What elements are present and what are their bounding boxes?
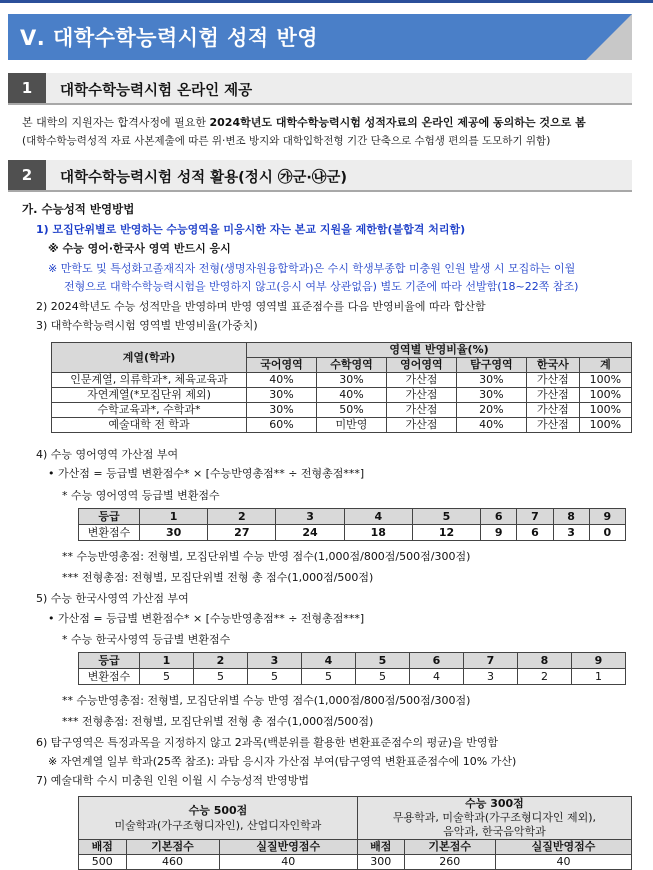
item-4-formula: • 가산점 = 등급별 변환점수* × [수능반영총점** ÷ 전형총점***] <box>48 467 365 480</box>
history-score-header: 변환점수 <box>79 669 140 685</box>
table-cell: 460 <box>126 855 219 870</box>
item-5-note-1: ** 수능반영총점: 전형별, 모집단위별 수능 반영 점수(1,000점/800점/500점/300점) <box>62 694 471 707</box>
item-2: 2) 2024학년도 수능 성적만을 반영하며 반영 영역별 표준점수를 다음 반영비율에 따라 합산함 <box>36 300 486 313</box>
table-cell: 2 <box>194 653 248 669</box>
table-cell: 6 <box>410 653 464 669</box>
table-cell: 5 <box>302 669 356 685</box>
ratio-col-history: 한국사 <box>526 358 579 373</box>
table-cell: 가산점 <box>526 388 579 403</box>
item-1-note-2a: ※ 만학도 및 특성화고졸재직자 전형(생명자원융합학과)은 수시 학생부종합 미충원 인원 발생 시 모집하는 이월 <box>48 262 576 275</box>
section-2-header <box>8 160 632 192</box>
section-2-number: 2 <box>8 160 46 190</box>
table-cell: 260 <box>404 855 495 870</box>
table-cell: 자연계열(*모집단위 제외) <box>52 388 247 403</box>
item-6: 6) 탐구영역은 특정과목을 지정하지 않고 2과목(백분위를 활용한 변환표준점수의 평균)을 반영함 <box>36 736 499 749</box>
item-5-table-title: * 수능 한국사영역 등급별 변환점수 <box>62 633 231 646</box>
table-cell: 40% <box>247 373 317 388</box>
section-1-line-1-bold: 2024학년도 대학수학능력시험 성적자료의 온라인 제공에 동의하는 것으로 봄 <box>209 116 586 129</box>
history-grade-header: 등급 <box>79 653 140 669</box>
item-5: 5) 수능 한국사영역 가산점 부여 <box>36 592 189 605</box>
english-grade-header: 등급 <box>79 509 140 525</box>
art-table-right-header <box>357 797 631 840</box>
art-col-actual-2: 실질반영점수 <box>495 840 631 855</box>
table-cell: 50% <box>316 403 386 418</box>
table-cell: 4 <box>302 653 356 669</box>
table-row <box>52 373 632 388</box>
table-cell: 3 <box>553 525 589 541</box>
table-cell: 40 <box>495 855 631 870</box>
ratio-table-header-group: 계열(학과) <box>52 343 247 373</box>
ratio-col-korean: 국어영역 <box>247 358 317 373</box>
item-5-formula: • 가산점 = 등급별 변환점수* × [수능반영총점** ÷ 전형총점***] <box>48 612 365 625</box>
section-2-title: 대학수학능력시험 성적 활용(정시 ㉮군·㉯군) <box>60 170 348 186</box>
ratio-col-total: 계 <box>579 358 631 373</box>
art-col-actual: 실질반영점수 <box>219 840 357 855</box>
table-cell: 7 <box>464 653 518 669</box>
english-grade-table <box>78 508 626 541</box>
art-left-title: 수능 500점 <box>188 804 248 817</box>
ratio-table-header-ratio: 영역별 반영비율(%) <box>247 343 632 358</box>
table-cell: 8 <box>553 509 589 525</box>
table-cell: 30% <box>316 373 386 388</box>
table-cell: 4 <box>344 509 412 525</box>
table-cell: 100% <box>579 373 631 388</box>
ratio-table <box>51 342 632 433</box>
item-4-table-title: * 수능 영어영역 등급별 변환점수 <box>62 489 220 502</box>
table-cell: 30% <box>456 373 526 388</box>
chapter-banner <box>8 14 632 60</box>
table-cell: 가산점 <box>386 403 456 418</box>
art-col-score-2: 배점 <box>357 840 404 855</box>
table-cell: 가산점 <box>526 403 579 418</box>
ratio-col-math: 수학영역 <box>316 358 386 373</box>
table-row <box>52 403 632 418</box>
table-cell: 300 <box>357 855 404 870</box>
table-cell: 60% <box>247 418 317 433</box>
table-cell: 100% <box>579 418 631 433</box>
table-cell: 1 <box>572 669 626 685</box>
table-row <box>79 525 626 541</box>
art-col-base-2: 기본점수 <box>404 840 495 855</box>
art-right-sub-1: 무용학과, 미술학과(가구조형디자인 제외), <box>392 811 597 824</box>
english-score-header: 변환점수 <box>79 525 140 541</box>
table-cell: 5 <box>194 669 248 685</box>
table-cell: 100% <box>579 388 631 403</box>
item-4: 4) 수능 영어영역 가산점 부여 <box>36 448 179 461</box>
top-rule <box>0 0 653 3</box>
table-cell: 1 <box>140 653 194 669</box>
table-cell: 500 <box>79 855 127 870</box>
table-cell: 3 <box>248 653 302 669</box>
table-cell: 12 <box>412 525 480 541</box>
section-1-line-2: (대학수학능력성적 자료 사본제출에 따른 위·변조 방지와 대학입학전형 기간 단축으로 수험생 편의를 도모하기 위함) <box>22 135 551 147</box>
table-cell: 6 <box>517 525 553 541</box>
section-1-line-1-text: 본 대학의 지원자는 합격사정에 필요한 <box>22 116 210 129</box>
section-1-header <box>8 73 632 105</box>
table-cell: 가산점 <box>386 388 456 403</box>
table-cell: 5 <box>140 669 194 685</box>
table-cell: 가산점 <box>386 418 456 433</box>
table-cell: 인문계열, 의류학과*, 체육교육과 <box>52 373 247 388</box>
table-cell: 40 <box>219 855 357 870</box>
section-1-line-1 <box>22 115 586 130</box>
art-right-sub-2: 음악과, 한국음악학과 <box>443 825 546 838</box>
ratio-col-english: 영어영역 <box>386 358 456 373</box>
table-cell: 가산점 <box>526 418 579 433</box>
table-row <box>52 388 632 403</box>
subsection-ga-title: 가. 수능성적 반영방법 <box>22 202 135 216</box>
art-right-title: 수능 300점 <box>465 797 524 810</box>
table-cell: 9 <box>589 509 625 525</box>
table-cell: 2 <box>208 509 276 525</box>
table-cell: 3 <box>276 509 344 525</box>
table-row <box>52 418 632 433</box>
table-cell: 1 <box>140 509 208 525</box>
table-cell: 30 <box>140 525 208 541</box>
table-cell: 가산점 <box>526 373 579 388</box>
table-cell: 9 <box>481 525 517 541</box>
table-cell: 6 <box>481 509 517 525</box>
table-cell: 18 <box>344 525 412 541</box>
art-col-score: 배점 <box>79 840 127 855</box>
table-cell: 30% <box>247 403 317 418</box>
table-cell: 가산점 <box>386 373 456 388</box>
chapter-title: Ⅴ. 대학수학능력시험 성적 반영 <box>20 26 319 50</box>
table-cell: 수학교육과*, 수학과* <box>52 403 247 418</box>
item-1-note: ※ 수능 영어·한국사 영역 반드시 응시 <box>48 242 231 255</box>
table-cell: 5 <box>248 669 302 685</box>
item-1-note-2b: 전형으로 대학수학능력시험을 반영하지 않고(응시 여부 상관없음) 별도 기준에 따라 선발함(18~22쪽 참조) <box>64 280 579 293</box>
table-row <box>79 855 632 870</box>
table-cell: 27 <box>208 525 276 541</box>
item-3: 3) 대학수학능력시험 영역별 반영비율(가중치) <box>36 319 258 332</box>
table-cell: 2 <box>518 669 572 685</box>
section-1-title: 대학수학능력시험 온라인 제공 <box>60 83 253 99</box>
ratio-col-inquiry: 탐구영역 <box>456 358 526 373</box>
art-table <box>78 796 632 870</box>
table-cell: 0 <box>589 525 625 541</box>
table-cell: 40% <box>456 418 526 433</box>
table-cell: 5 <box>356 653 410 669</box>
table-row <box>79 669 626 685</box>
table-cell: 30% <box>247 388 317 403</box>
table-cell: 8 <box>518 653 572 669</box>
item-5-note-2: *** 전형총점: 전형별, 모집단위별 전형 총 점수(1,000점/500점) <box>62 715 374 728</box>
art-left-sub: 미술학과(가구조형디자인), 산업디자인학과 <box>114 819 322 832</box>
item-4-note-1: ** 수능반영총점: 전형별, 모집단위별 수능 반영 점수(1,000점/800점/500점/300점) <box>62 550 471 563</box>
table-cell: 30% <box>456 388 526 403</box>
table-cell: 미반영 <box>316 418 386 433</box>
table-cell: 9 <box>572 653 626 669</box>
table-cell: 4 <box>410 669 464 685</box>
item-1: 1) 모집단위별로 반영하는 수능영역을 미응시한 자는 본교 지원을 제한함(불합격 처리함) <box>36 223 466 236</box>
item-6-note: ※ 자연계열 일부 학과(25쪽 참조): 과탐 응시자 가산점 부여(탐구영역 변환표준점수에 10% 가산) <box>48 755 517 768</box>
section-1-number: 1 <box>8 73 46 103</box>
table-cell: 5 <box>356 669 410 685</box>
table-cell: 3 <box>464 669 518 685</box>
art-col-base: 기본점수 <box>126 840 219 855</box>
table-cell: 20% <box>456 403 526 418</box>
history-grade-table <box>78 652 626 685</box>
table-cell: 100% <box>579 403 631 418</box>
table-cell: 예술대학 전 학과 <box>52 418 247 433</box>
item-4-note-2: *** 전형총점: 전형별, 모집단위별 전형 총 점수(1,000점/500점) <box>62 571 374 584</box>
item-7: 7) 예술대학 수시 미충원 인원 이월 시 수능성적 반영방법 <box>36 774 310 787</box>
table-cell: 24 <box>276 525 344 541</box>
table-cell: 7 <box>517 509 553 525</box>
table-cell: 5 <box>412 509 480 525</box>
table-cell: 40% <box>316 388 386 403</box>
art-table-left-header <box>79 797 358 840</box>
